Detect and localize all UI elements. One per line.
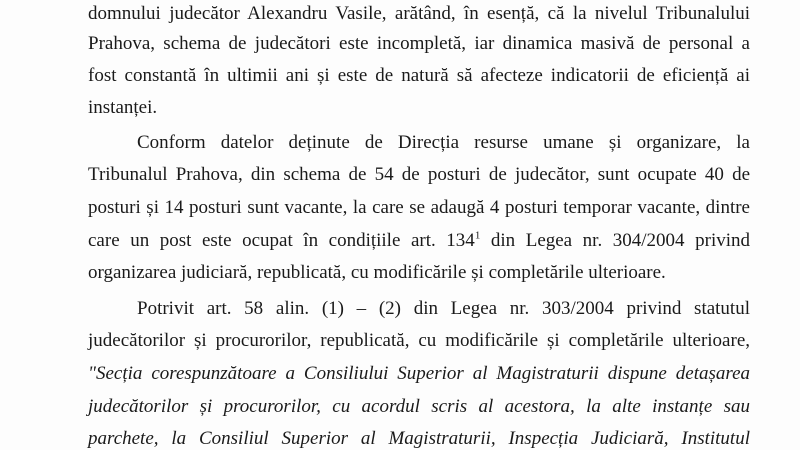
paragraph-3-line-2: judecătorilor și procurorilor, republicată, cu modificările și completările ulterioare, <box>88 330 750 351</box>
quote-line-1: "Secția corespunzătoare a Consiliului Superior al Magistraturii dispune detașarea <box>88 363 750 384</box>
paragraph-2-line-4 <box>88 229 750 253</box>
quote-line-3: parchete, la Consiliul Superior al Magistraturii, Inspecția Judiciară, Institutul <box>88 428 750 449</box>
paragraph-2-line-5: organizarea judiciară, republicată, cu modificările și completările ulterioare. <box>88 262 666 283</box>
paragraph-1-line-4: instanței. <box>88 97 158 118</box>
paragraph-1-line-1: domnului judecător Alexandru Vasile, arătând, în esență, că la nivelul Tribunalului <box>88 3 750 24</box>
article-superscript: 1 <box>474 229 481 242</box>
paragraph-1-line-3: fost constantă în ultimii ani și este de natură să afecteze indicatorii de eficiență ai <box>88 65 750 86</box>
paragraph-1-line-2: Prahova, schema de judecători este incompletă, iar dinamica masivă de personal a <box>88 33 750 54</box>
paragraph-2-line-1: Conform datelor deținute de Direcția resurse umane și organizare, la <box>137 132 750 153</box>
paragraph-2-line-4-text-a: care un post este ocupat în condițiile art. 134 <box>88 230 475 251</box>
paragraph-2-line-4-text-b: din Legea nr. 304/2004 privind <box>480 230 750 251</box>
paragraph-2-line-3: posturi și 14 posturi sunt vacante, la care se adaugă 4 posturi temporar vacante, dintre <box>88 197 750 218</box>
paragraph-2-line-2: Tribunalul Prahova, din schema de 54 de posturi de judecător, sunt ocupate 40 de <box>88 164 750 185</box>
quote-line-2: judecătorilor și procurorilor, cu acordul scris al acestora, la alte instanțe sau <box>88 396 750 417</box>
paragraph-3-line-1: Potrivit art. 58 alin. (1) – (2) din Legea nr. 303/2004 privind statutul <box>137 298 750 319</box>
